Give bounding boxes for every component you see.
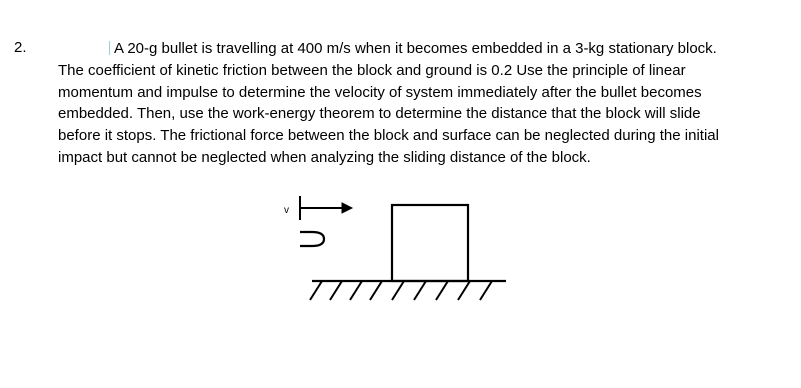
block-icon [392, 205, 468, 281]
ground-hatching-icon [310, 281, 492, 300]
problem-line-3: momentum and impulse to determine the velocity of system immediately after the bullet becomes [58, 83, 702, 101]
text-cursor-mark [109, 41, 110, 55]
problem-line-4: embedded. Then, use the work-energy theorem to determine the distance that the block will slide [58, 105, 701, 123]
velocity-arrow-icon [300, 196, 352, 220]
problem-line-1-text: A 20-g bullet is travelling at 400 m/s when it becomes embedded in a 3-kg stationary block. [114, 40, 717, 57]
bullet-block-diagram [270, 188, 520, 313]
problem-number: 2. [14, 39, 27, 56]
problem-statement [58, 38, 788, 169]
problem-line-1 [58, 38, 788, 60]
problem-line-2: The coefficient of kinetic friction between the block and ground is 0.2 Use the principle of linear [58, 61, 686, 79]
problem-line-6: impact but cannot be neglected when analyzing the sliding distance of the block. [58, 148, 591, 166]
problem-line-5: before it stops. The frictional force between the block and surface can be neglected during the initial [58, 127, 719, 145]
velocity-label: v [284, 205, 289, 216]
bullet-icon [300, 232, 324, 246]
